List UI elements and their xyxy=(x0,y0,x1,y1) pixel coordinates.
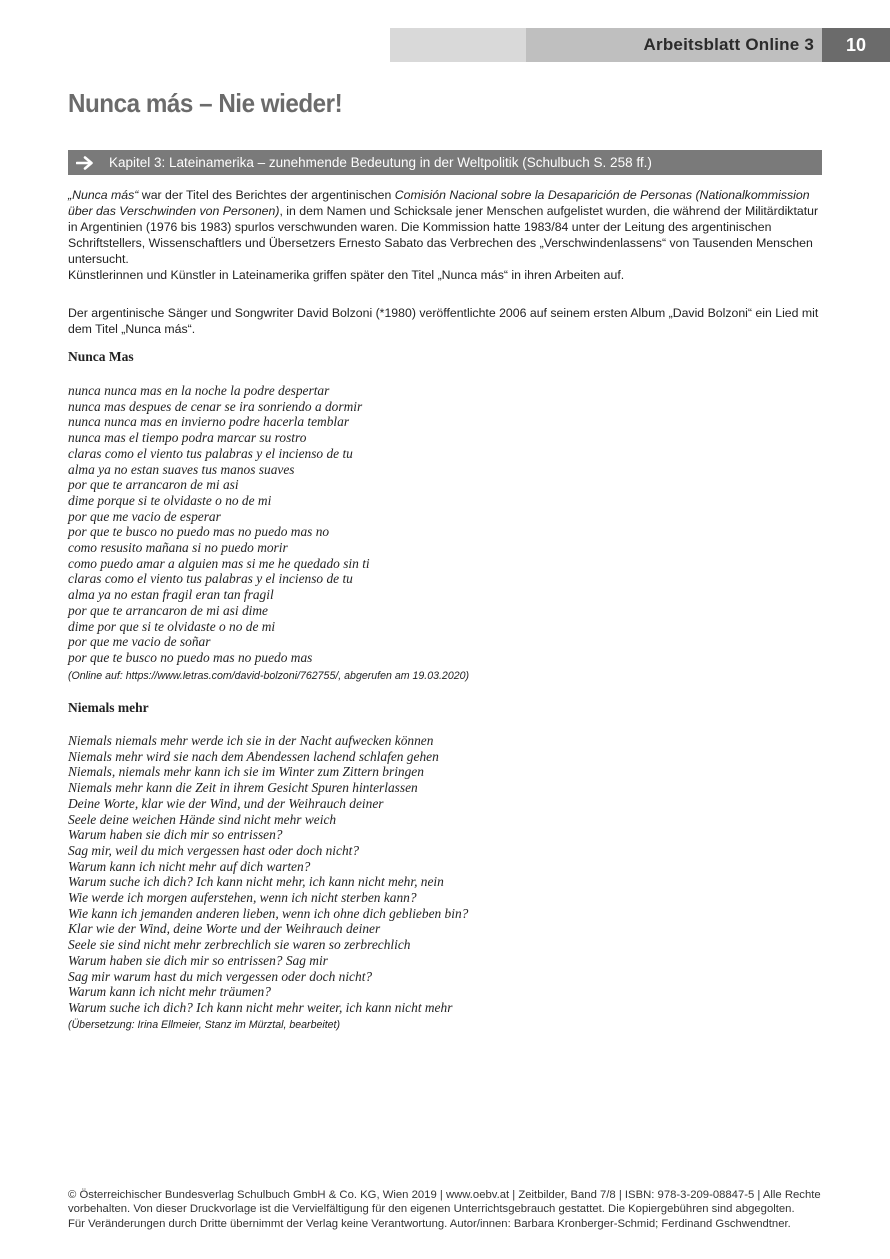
intro-text-3: Künstlerinnen und Künstler in Lateinamerika griffen später den Titel „Nunca más“ in ihren Arbeiten auf. xyxy=(68,268,625,282)
lyric-line: por que me vacio de esperar xyxy=(68,508,221,524)
translation-source: (Übersetzung: Irina Ellmeier, Stanz im Mürztal, bearbeitet) xyxy=(68,1019,341,1031)
lyric-line: Niemals mehr wird sie nach dem Abendessen lachend schlafen gehen xyxy=(68,748,439,764)
song-title-translation: Niemals mehr xyxy=(68,700,149,715)
lyrics-original xyxy=(68,383,822,666)
lyric-line: Warum haben sie dich mir so entrissen? Sag mir xyxy=(68,952,328,968)
lyric-line: Warum kann ich nicht mehr träumen? xyxy=(68,984,271,1000)
lyric-line: por que me vacio de soñar xyxy=(68,634,211,650)
lyric-line: Sag mir, weil du mich vergessen hast oder doch nicht? xyxy=(68,842,360,858)
page-title: Nunca más – Nie wieder! xyxy=(68,88,343,118)
lyric-line: como resusito mañana si no puedo morir xyxy=(68,540,288,556)
song-title-original: Nunca Mas xyxy=(68,349,134,364)
lyric-line: como puedo amar a alguien mas si me he quedado sin ti xyxy=(68,555,370,571)
lyric-line: por que te arrancaron de mi asi xyxy=(68,477,239,493)
lyric-line: claras como el viento tus palabras y el incienso de tu xyxy=(68,445,353,461)
intro-text-2: , in dem Namen und Schicksale jener Menschen aufgelistet wurden, die während der Militärdiktatur in Argentinien (1976 bis 1983) spurlos verschwunden waren. Die Kommission hatte 1983/84 unter der Leitung des argentinischen Schriftstellers, Wissenschaftlers und Übersetzers Ernesto Sabato das Verbrechen des „Verschwindenlassens“ von Tausenden Menschen untersucht. xyxy=(68,204,819,266)
lyric-line: Warum haben sie dich mir so entrissen? xyxy=(68,827,283,843)
lyric-line: dime por que si te olvidaste o no de mi xyxy=(68,618,276,634)
lyric-line: Warum suche ich dich? Ich kann nicht mehr weiter, ich kann nicht mehr xyxy=(68,999,453,1015)
lyric-line: nunca nunca mas en la noche la podre despertar xyxy=(68,383,330,398)
chapter-bar xyxy=(68,150,822,175)
lyric-line: Klar wie der Wind, deine Worte und der Weihrauch deiner xyxy=(68,921,381,937)
lyric-line: por que te busco no puedo mas no puedo mas xyxy=(68,649,313,665)
intro-title-quote: „Nunca más“ xyxy=(68,188,139,202)
intro-paragraph xyxy=(68,187,822,283)
lyric-line: claras como el viento tus palabras y el incienso de tu xyxy=(68,571,353,587)
lyric-line: Niemals mehr kann die Zeit in ihrem Gesicht Spuren hinterlassen xyxy=(68,780,418,796)
intro-text-1: war der Titel des Berichtes der argentinischen xyxy=(138,188,395,202)
lyric-line: Niemals niemals mehr werde ich sie in der Nacht aufwecken können xyxy=(68,733,434,748)
lyrics-translation xyxy=(68,733,822,1016)
page-number: 10 xyxy=(822,28,890,62)
worksheet-label-bar xyxy=(526,28,822,62)
lyric-line: Warum suche ich dich? Ich kann nicht mehr, ich kann nicht mehr, nein xyxy=(68,874,444,890)
lyric-line: Wie kann ich jemanden anderen lieben, wenn ich ohne dich geblieben bin? xyxy=(68,905,469,921)
lyric-line: Seele sie sind nicht mehr zerbrechlich sie waren so zerbrechlich xyxy=(68,937,411,953)
intro-commission-name: Comisión Nacional sobre la Desaparición de Personas (Nationalkommission über das Verschwinden von Personen) xyxy=(68,188,810,218)
lyric-line: Niemals, niemals mehr kann ich sie im Winter zum Zittern bringen xyxy=(68,764,424,780)
lyric-line: alma ya no estan fragil eran tan fragil xyxy=(68,587,274,603)
lyric-line: nunca mas despues de cenar se ira sonriendo a dormir xyxy=(68,398,363,414)
lyric-line: Wie werde ich morgen auferstehen, wenn ich nicht sterben kann? xyxy=(68,890,417,906)
header-accent-bar xyxy=(390,28,526,62)
lyric-line: Seele deine weichen Hände sind nicht mehr weich xyxy=(68,811,337,827)
arrow-right-icon xyxy=(76,156,94,170)
lyric-line: Deine Worte, klar wie der Wind, und der Weihrauch deiner xyxy=(68,795,384,811)
artist-paragraph: Der argentinische Sänger und Songwriter David Bolzoni (*1980) veröffentlichte 2006 auf seinem ersten Album „David Bolzoni“ ein Lied mit dem Titel „Nunca más“. xyxy=(68,306,819,336)
lyric-line: nunca mas el tiempo podra marcar su rostro xyxy=(68,430,307,446)
footer-line: © Österreichischer Bundesverlag Schulbuch GmbH & Co. KG, Wien 2019 | www.oebv.at | Zeitbilder, Band 7/8 | ISBN: 978-3-209-08847-5 | Alle Rechte xyxy=(68,1189,821,1201)
lyric-line: alma ya no estan suaves tus manos suaves xyxy=(68,461,295,477)
copyright-footer xyxy=(68,1188,828,1231)
lyric-line: nunca nunca mas en invierno podre hacerla temblar xyxy=(68,414,350,430)
worksheet-label: Arbeitsblatt Online 3 xyxy=(643,35,814,54)
lyric-line: Sag mir warum hast du mich vergessen oder doch nicht? xyxy=(68,968,373,984)
footer-line: Für Veränderungen durch Dritte übernimmt der Verlag keine Verantwortung. Autor/innen: Barbara Kronberger-Schmid; Ferdinand Gschwendtner. xyxy=(68,1217,791,1230)
lyric-line: Warum kann ich nicht mehr auf dich warten? xyxy=(68,858,311,874)
lyrics-source: (Online auf: https://www.letras.com/david-bolzoni/762755/, abgerufen am 19.03.2020) xyxy=(68,670,470,682)
lyric-line: por que te arrancaron de mi asi dime xyxy=(68,602,268,618)
lyric-line: por que te busco no puedo mas no puedo mas no xyxy=(68,524,330,540)
footer-line: vorbehalten. Von dieser Druckvorlage ist die Vervielfältigung für den eigenen Unterrichtsgebrauch gestattet. Die Kopiergebühren sind abgegolten. xyxy=(68,1203,795,1216)
lyric-line: dime porque si te olvidaste o no de mi xyxy=(68,492,272,508)
chapter-reference: Kapitel 3: Lateinamerika – zunehmende Bedeutung in der Weltpolitik (Schulbuch S. 258 ff.) xyxy=(109,155,652,170)
